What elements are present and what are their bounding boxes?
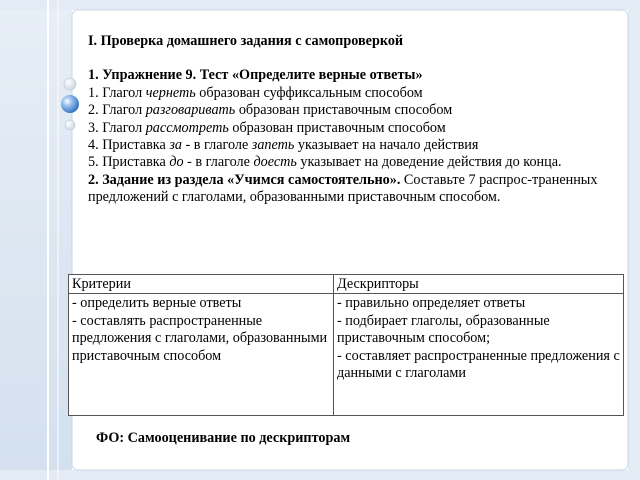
descriptor-item: - правильно определяет ответы — [337, 295, 526, 312]
descriptor-item: - подбирает глаголы, образованные приставочным способом; — [337, 312, 550, 347]
test-item-text: 4. Приставка — [88, 137, 170, 154]
assessment-footer: ФО: Самооценивание по дескрипторам — [96, 430, 351, 446]
descriptor-item: - составляет распространенные предложения с данными с глаголами — [337, 347, 620, 382]
criteria-item: - определить верные ответы — [72, 295, 242, 312]
test-item — [88, 154, 618, 171]
exercise2-title: 2. Задание из раздела «Учимся самостоятельно». — [88, 171, 401, 188]
test-item-text: 3. Глагол — [88, 119, 146, 136]
exercise1-title: 1. Упражнение 9. Тест «Определите верные ответы» — [88, 67, 423, 84]
exercise2-paragraph — [88, 172, 618, 207]
test-item-text: образован приставочным способом — [235, 102, 453, 119]
test-item-text: 1. Глагол — [88, 84, 146, 101]
test-item-word: доесть — [253, 154, 297, 171]
table-header-criteria: Критерии — [69, 275, 334, 294]
table-header-descriptors: Дескрипторы — [334, 275, 624, 294]
bottom-strip — [0, 470, 640, 480]
test-item-text: 5. Приставка — [88, 154, 170, 171]
test-item-word: разговаривать — [145, 102, 236, 119]
left-band — [0, 0, 72, 480]
test-item-text: - в глаголе — [183, 154, 254, 171]
criteria-cell — [69, 294, 334, 416]
test-item-word: за — [169, 137, 182, 154]
slide-content — [88, 33, 618, 207]
test-item-word: запеть — [251, 137, 295, 154]
test-item — [88, 120, 618, 137]
test-item — [88, 137, 618, 154]
test-item-text: 2. Глагол — [88, 102, 146, 119]
exercise2-text: Составьте 7 распрос-траненных предложений с глаголами, образованными приставочным способом. — [88, 171, 598, 206]
test-item-word: рассмотреть — [145, 119, 229, 136]
orb-small-icon — [64, 78, 76, 90]
orb-small-icon — [65, 120, 75, 130]
test-item-word: чернеть — [145, 84, 196, 101]
descriptors-cell — [334, 294, 624, 416]
test-item-text: указывает на доведение действия до конца. — [296, 154, 562, 171]
top-strip — [0, 0, 640, 10]
table-row — [69, 294, 624, 416]
test-item-text: указывает на начало действия — [294, 137, 479, 154]
test-item-text: образован приставочным способом — [228, 119, 446, 136]
criteria-item: - составлять распространенные предложения с глаголами, образованными приставочным способом — [72, 312, 328, 364]
test-item-text: образован суффиксальным способом — [195, 84, 423, 101]
orb-large-icon — [61, 95, 79, 113]
test-item — [88, 85, 618, 102]
test-item — [88, 102, 618, 119]
spacer — [88, 50, 618, 67]
table-header-row — [69, 275, 624, 294]
page-heading: I. Проверка домашнего задания с самопроверкой — [88, 33, 404, 49]
test-item-word: до — [169, 154, 184, 171]
test-item-text: - в глаголе — [181, 137, 252, 154]
criteria-table — [68, 274, 624, 416]
right-strip — [628, 0, 640, 480]
